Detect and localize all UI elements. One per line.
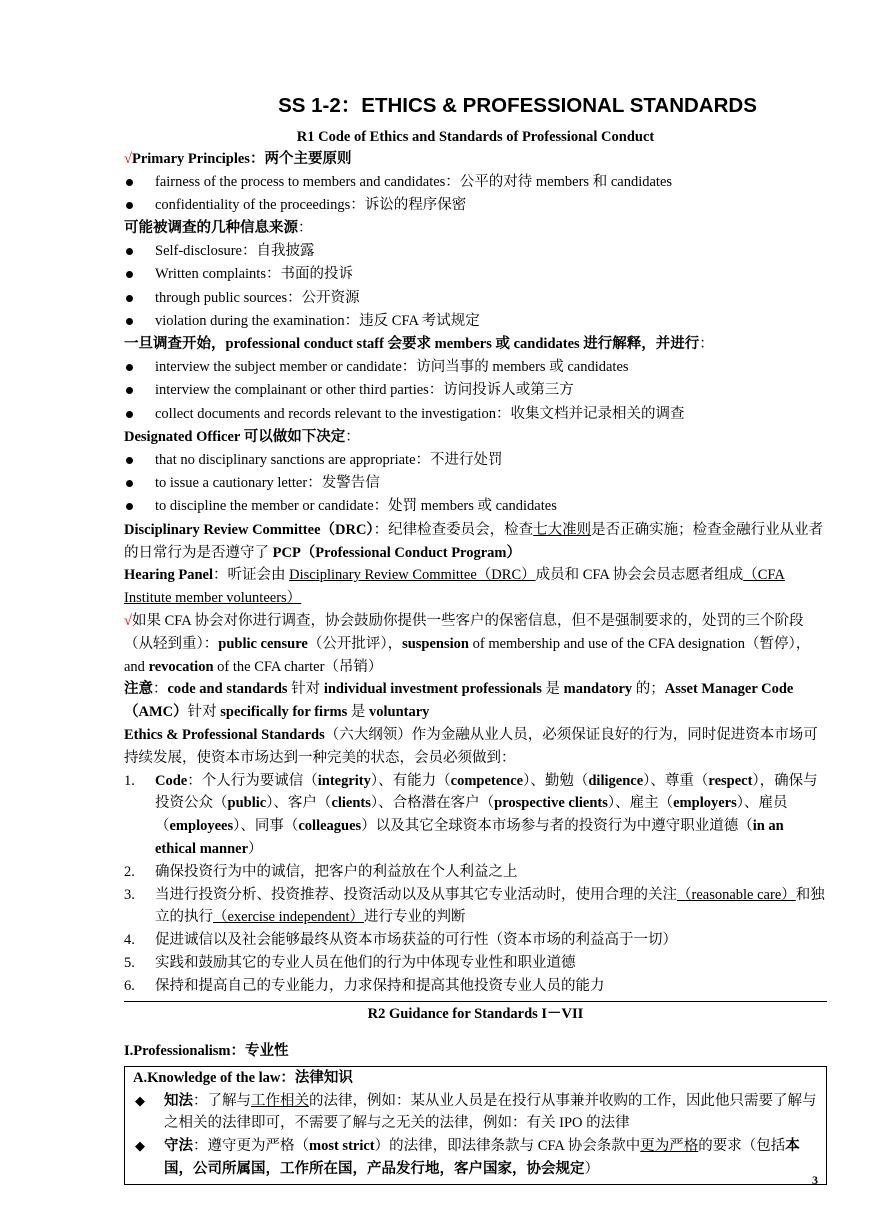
hearing-paragraph (124, 564, 827, 610)
list-item: to discipline the member or candidate：处罚 members 或 candidates (124, 495, 827, 518)
list-item: fairness of the process to members and candidates：公平的对待 members 和 candidates (124, 171, 827, 194)
code-term: in an ethical manner (155, 818, 784, 857)
list-text: 进行专业的判断 (363, 909, 466, 926)
penalty-text: of the CFA charter（吊销） (213, 658, 383, 675)
code-text: ）、雇主（ (607, 795, 674, 812)
list-underlined: （reasonable care） (677, 886, 796, 903)
ethics-term: Ethics & Professional Standards (124, 726, 325, 743)
code-term: diligence (588, 772, 644, 789)
sources-label: 可能被调查的几种信息来源 (124, 220, 298, 237)
penalty-paragraph (124, 610, 827, 678)
r2-heading: R2 Guidance for Standards I－VII (124, 1001, 827, 1025)
code-term: employers (673, 795, 737, 812)
code-text: ）、合格潜在客户（ (370, 795, 495, 812)
code-text: ：个人行为要诚信（ (187, 772, 318, 789)
check-mark-icon: √ (124, 151, 132, 167)
code-text: ）、有能力（ (370, 772, 451, 789)
investigation-label: 一旦调查开始，professional conduct staff 会要求 members 或 candidates 进行解释，并进行 (124, 336, 700, 353)
penalty-term: revocation (148, 658, 214, 675)
list-item: confidentiality of the proceedings：诉讼的程序保密 (124, 194, 827, 217)
list-item (133, 1135, 818, 1181)
box-heading: A.Knowledge of the law：法律知识 (133, 1069, 353, 1086)
list-item (124, 861, 827, 884)
note-text: ： (153, 681, 168, 698)
box-underlined: 工作相关 (251, 1092, 309, 1109)
r1-heading: R1 Code of Ethics and Standards of Professional Conduct (296, 129, 655, 145)
principles-list (124, 171, 827, 218)
investigation-heading (124, 333, 827, 356)
list-number: 4. (124, 932, 135, 949)
officer-list (124, 449, 827, 519)
code-term: employees (169, 818, 234, 835)
list-number: 3. (124, 886, 135, 903)
box-term: 本国，公司所属国，工作所在国，产品发行地，客户国家，协会规定 (164, 1138, 800, 1177)
penalty-text: 如果 CFA 协会对你进行调查，协会鼓励你提供一些客户的保密信息，但不是强制要求的，处罚的三个阶段（从轻到重）： (124, 612, 804, 652)
officer-heading (124, 426, 827, 449)
list-underlined: （exercise independent） (213, 909, 364, 926)
sources-heading (124, 217, 827, 240)
note-text: 针对 (287, 681, 324, 698)
knowledge-of-law-box (124, 1066, 827, 1185)
diamond-bullet-icon: ◆ (135, 1092, 145, 1108)
box-term: most strict (309, 1138, 375, 1155)
list-item: collect documents and records relevant to the investigation：收集文档并记录相关的调查 (124, 403, 827, 426)
box-text: 的要求（包括 (698, 1138, 786, 1155)
list-item: violation during the examination：违反 CFA 考试规定 (124, 310, 827, 333)
box-text: 的法律，例如：某从业人员是在投行从事兼并收购的工作，因此他只需要了解与之相关的法律即可，不需要了解与之无关的法律，例如：有关 IPO 的法律 (164, 1092, 817, 1132)
list-item (124, 929, 827, 952)
list-number: 1. (124, 772, 135, 789)
standards-list (124, 770, 827, 998)
list-item: to issue a cautionary letter：发警告信 (124, 472, 827, 495)
code-text: ）、客户（ (266, 795, 332, 812)
hearing-text: ：听证会由 (213, 567, 290, 584)
code-text: ）、尊重（ (643, 772, 709, 789)
penalty-term: suspension (402, 635, 469, 652)
note-term: specifically for firms (220, 704, 348, 721)
professionalism-term: I.Professionalism (124, 1042, 231, 1059)
code-text: ），确保与投资公众（ (155, 772, 818, 812)
hearing-term: Hearing Panel (124, 567, 214, 584)
sources-list (124, 240, 827, 333)
code-term: respect (708, 772, 753, 789)
note-text: 是 (347, 704, 369, 721)
principles-label: Primary Principles：两个主要原则 (131, 151, 352, 167)
list-text: 和独立的执行 (155, 886, 825, 926)
list-item: through public sources：公开资源 (124, 287, 827, 310)
list-item: Self-disclosure：自我披露 (124, 240, 827, 263)
sources-colon: ： (298, 220, 313, 237)
list-item: interview the complainant or other third parties：访问投诉人或第三方 (124, 379, 827, 402)
hearing-text: 成员和 CFA 协会会员志愿者组成 (535, 567, 744, 584)
list-text: 确保投资行为中的诚信，把客户的利益放在个人利益之上 (155, 863, 518, 880)
box-underlined: 更为严格 (640, 1138, 699, 1155)
note-term: code and standards (167, 681, 288, 698)
note-term: individual investment professionals (323, 681, 542, 698)
note-term: 注意 (124, 681, 153, 698)
list-item: Written complaints：书面的投诉 (124, 263, 827, 286)
code-term: prospective clients (494, 795, 608, 812)
list-item: that no disciplinary sanctions are appropriate：不进行处罚 (124, 449, 827, 472)
investigation-colon: ： (699, 336, 714, 353)
list-item (133, 1090, 818, 1136)
drc-text: 是否正确实施；检查金融行业从业者的日常行为是否遵守了 (124, 521, 824, 561)
note-text: 的； (632, 681, 665, 698)
box-term: 守法 (164, 1138, 193, 1155)
list-item: interview the subject member or candidate：访问当事的 members 或 candidates (124, 356, 827, 379)
list-number: 5. (124, 954, 135, 971)
box-term: 知法 (164, 1092, 193, 1109)
code-text: ）以及其它全球资本市场参与者的投资行为中遵守职业道德（ (361, 818, 753, 835)
list-text: 保持和提高自己的专业能力，力求保持和提高其他投资专业人员的能力 (155, 977, 605, 994)
drc-term: Disciplinary Review Committee（DRC） (124, 521, 374, 538)
code-term: integrity (317, 772, 371, 789)
ethics-intro-paragraph (124, 724, 827, 770)
list-text: 促进诚信以及社会能够最终从资本市场获益的可行性（资本市场的利益高于一切） (155, 932, 677, 949)
hearing-underlined: Disciplinary Review Committee（DRC） (289, 567, 536, 584)
page-title: SS 1-2：ETHICS & PROFESSIONAL STANDARDS (278, 94, 757, 117)
list-item (124, 770, 827, 861)
drc-underlined: 七大准则 (533, 521, 592, 538)
note-term: Asset Manager Code（AMC） (124, 681, 794, 721)
ethics-text: （六大纲领）作为金融从业人员，必须保证良好的行为，同时促进资本市场可持续发展，使资本市场达到一种完美的状态，会员必须做到： (124, 726, 818, 766)
note-text: 是 (541, 681, 564, 698)
check-mark-icon: √ (124, 612, 132, 629)
penalty-text: （公开批评）， (307, 635, 403, 652)
note-term: mandatory (563, 681, 633, 698)
professionalism-heading (124, 1040, 827, 1063)
code-text: ）、同事（ (233, 818, 299, 835)
hearing-underlined: （CFA Institute member volunteers） (124, 567, 785, 607)
penalty-term: public censure (218, 635, 308, 652)
diamond-bullet-icon: ◆ (135, 1138, 145, 1154)
box-text: ：了解与 (193, 1092, 251, 1109)
investigation-list (124, 356, 827, 426)
code-text: ） (248, 840, 263, 857)
code-text: ）、雇员（ (155, 795, 788, 835)
officer-colon: ： (345, 429, 360, 446)
officer-label: Designated Officer 可以做如下决定 (124, 429, 346, 446)
note-term: voluntary (369, 704, 430, 721)
code-term: clients (331, 795, 371, 812)
box-list (133, 1090, 818, 1181)
list-item (124, 884, 827, 930)
box-text: ：遵守更为严格（ (193, 1138, 309, 1155)
note-text: 针对 (187, 704, 221, 721)
drc-text: ：纪律检查委员会，检查 (373, 521, 534, 538)
list-number: 2. (124, 863, 135, 880)
code-term: Code (155, 772, 188, 789)
page-number: 3 (812, 1173, 818, 1187)
code-term: colleagues (298, 818, 362, 835)
box-text: ） (584, 1160, 599, 1177)
penalty-text: of membership and use of the CFA designation（暂停），and (124, 635, 811, 675)
note-paragraph (124, 678, 827, 724)
list-item (124, 952, 827, 975)
principles-heading (124, 148, 827, 171)
drc-pcp: PCP（Professional Conduct Program） (272, 544, 521, 561)
document-page (124, 88, 827, 1185)
code-term: public (227, 795, 267, 812)
list-text: 当进行投资分析、投资推荐、投资活动以及从事其它专业活动时，使用合理的关注 (155, 886, 677, 903)
list-number: 6. (124, 977, 135, 994)
list-text: 实践和鼓励其它的专业人员在他们的行为中体现专业性和职业道德 (155, 954, 576, 971)
box-text: ）的法律，即法律条款与 CFA 协会条款中 (374, 1138, 641, 1155)
professionalism-text: ：专业性 (230, 1042, 289, 1059)
drc-paragraph (124, 519, 827, 565)
list-item (124, 975, 827, 998)
code-text: ）、勤勉（ (523, 772, 589, 789)
code-term: competence (450, 772, 524, 789)
